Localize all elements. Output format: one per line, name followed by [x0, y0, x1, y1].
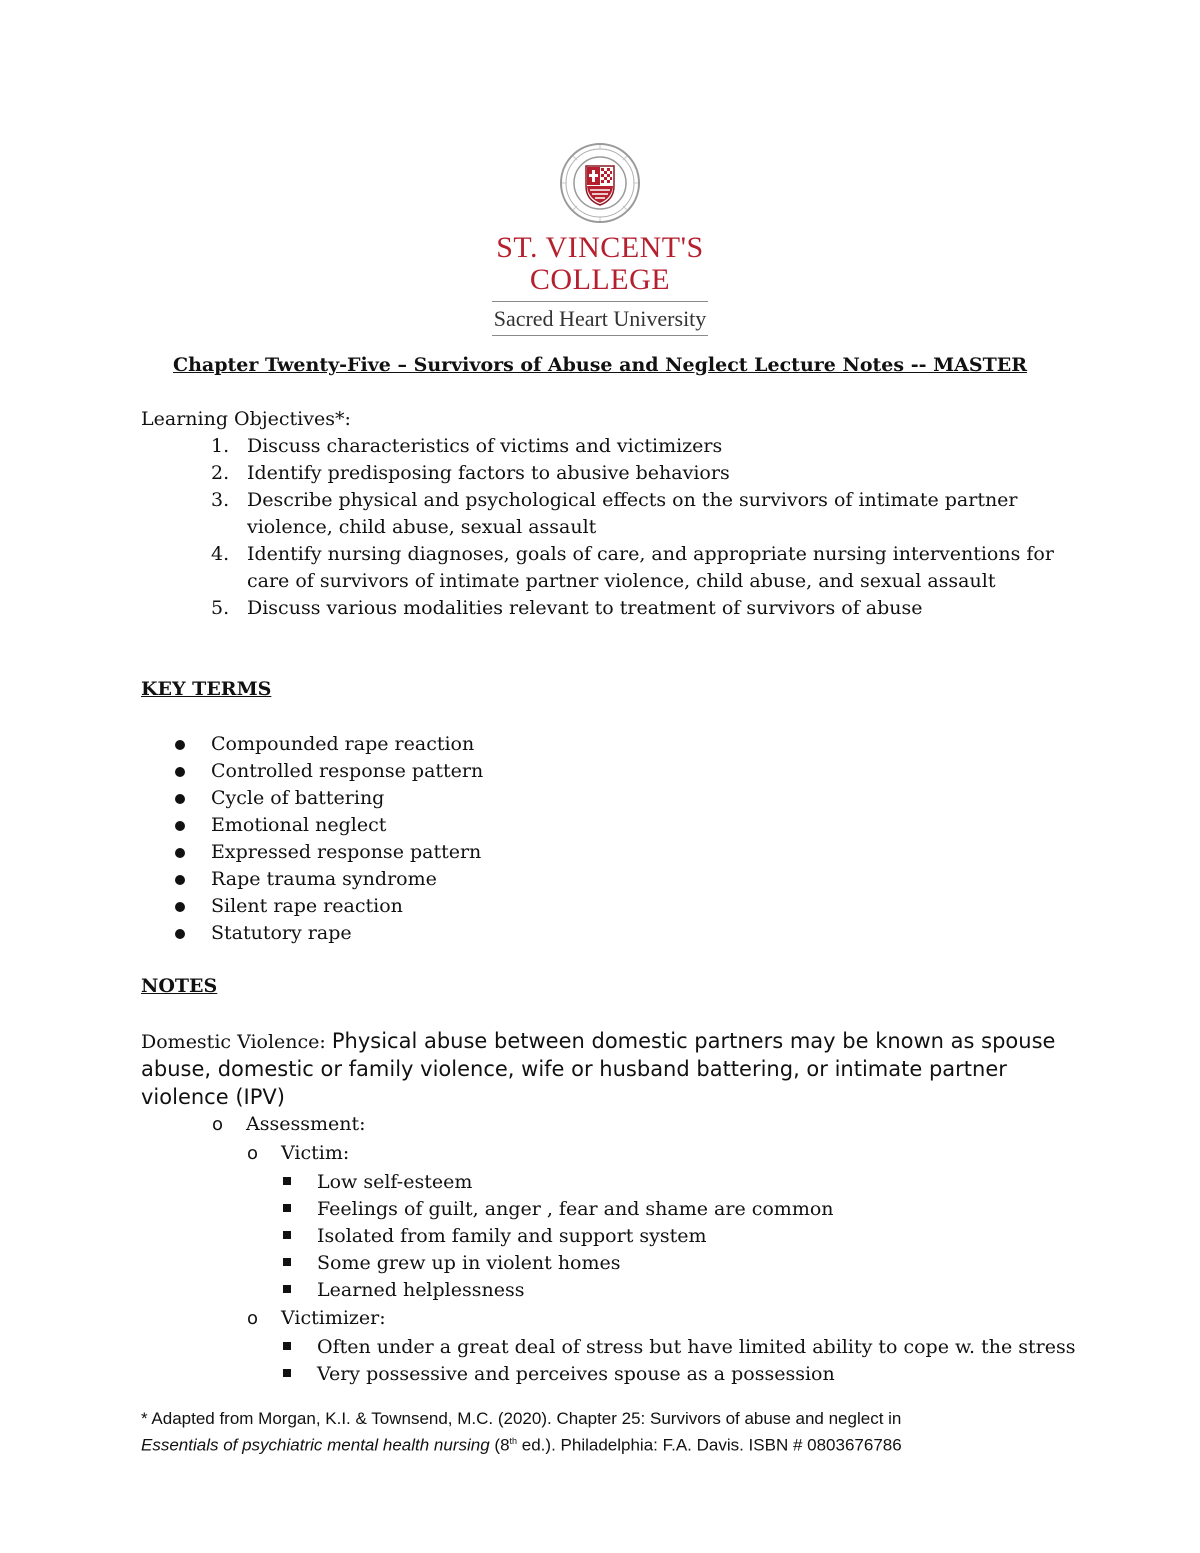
- domestic-violence-paragraph: [141, 1028, 1071, 1112]
- list-item: [283, 1334, 1075, 1361]
- hollow-bullet: o: [247, 1143, 259, 1164]
- item-number: 5.: [211, 597, 230, 619]
- item-text: Identify nursing diagnoses, goals of care, and appropriate nursing interventions for care of survivors of intimate partner violence, child abuse, and sexual assault: [247, 543, 1054, 592]
- learning-objectives-list: [141, 433, 1061, 622]
- square-bullet-icon: [283, 1177, 291, 1185]
- item-text: Describe physical and psychological effects on the survivors of intimate partner violence, child abuse, sexual assault: [247, 489, 1018, 538]
- item-text: Discuss characteristics of victims and victimizers: [247, 435, 723, 457]
- key-terms-list: [141, 731, 483, 947]
- key-terms-heading: KEY TERMS: [141, 678, 272, 700]
- learning-objectives-heading: Learning Objectives*:: [141, 408, 351, 430]
- list-item: Expressed response pattern: [141, 839, 483, 866]
- domestic-violence-definition: Physical abuse between domestic partners may be known as spouse abuse, domestic or family violence, wife or husband battering, or intimate partner violence (IPV): [141, 1029, 1056, 1109]
- list-item: Silent rape reaction: [141, 893, 483, 920]
- hollow-bullet: o: [247, 1308, 259, 1329]
- square-bullet-icon: [283, 1231, 291, 1239]
- list-item: Controlled response pattern: [141, 758, 483, 785]
- item-text: Often under a great deal of stress but have limited ability to cope w. the stress: [317, 1336, 1076, 1358]
- edition-open: (8: [489, 1435, 510, 1455]
- document-title: Chapter Twenty-Five – Survivors of Abuse and Neglect Lecture Notes -- MASTER: [173, 354, 1027, 376]
- list-item: [283, 1361, 835, 1388]
- logo-divider: [492, 301, 708, 302]
- item-text: Isolated from family and support system: [317, 1225, 707, 1247]
- victim-label: Victim:: [281, 1142, 350, 1164]
- item-text: Discuss various modalities relevant to treatment of survivors of abuse: [247, 597, 923, 619]
- edition-close: ed.).: [517, 1435, 556, 1455]
- logo-line-2: COLLEGE: [529, 263, 671, 296]
- list-item: Emotional neglect: [141, 812, 483, 839]
- item-number: 1.: [211, 435, 230, 457]
- item-text: Low self-esteem: [317, 1171, 473, 1193]
- list-item: Rape trauma syndrome: [141, 866, 483, 893]
- list-item: [141, 487, 1061, 541]
- book-title: Essentials of psychiatric mental health nursing: [141, 1435, 490, 1455]
- item-text: Identify predisposing factors to abusive behaviors: [247, 462, 730, 484]
- assessment-label: Assessment:: [246, 1113, 366, 1135]
- item-text: Learned helplessness: [317, 1279, 525, 1301]
- victimizer-item: [247, 1305, 386, 1332]
- footnote-line-1: * Adapted from Morgan, K.I. & Townsend, M.C. (2020). Chapter 25: Survivors of abuse and neglect in: [141, 1409, 902, 1428]
- list-item: Statutory rape: [141, 920, 483, 947]
- list-item: Compounded rape reaction: [141, 731, 483, 758]
- footnote: [141, 1408, 1081, 1457]
- logo-divider-bottom: [492, 335, 708, 336]
- item-number: 3.: [211, 489, 230, 511]
- college-logo: [488, 142, 712, 338]
- logo-line-3: Sacred Heart University: [493, 306, 707, 331]
- college-seal-icon: [559, 142, 641, 224]
- list-item: [283, 1277, 524, 1304]
- victimizer-label: Victimizer:: [281, 1307, 386, 1329]
- logo-line-1: ST. VINCENT'S: [496, 231, 704, 264]
- square-bullet-icon: [283, 1369, 291, 1377]
- assessment-item: [212, 1111, 366, 1138]
- list-item: [283, 1196, 834, 1223]
- list-item: [141, 433, 1061, 460]
- list-item: [141, 460, 1061, 487]
- notes-heading: NOTES: [141, 975, 218, 997]
- item-number: 4.: [211, 543, 230, 565]
- square-bullet-icon: [283, 1204, 291, 1212]
- item-text: Some grew up in violent homes: [317, 1252, 621, 1274]
- domestic-violence-label: Domestic Violence:: [141, 1031, 332, 1053]
- item-number: 2.: [211, 462, 230, 484]
- square-bullet-icon: [283, 1342, 291, 1350]
- publisher-info: Philadelphia: F.A. Davis. ISBN # 0803676786: [555, 1435, 902, 1455]
- item-text: Feelings of guilt, anger , fear and shame are common: [317, 1198, 834, 1220]
- list-item: [283, 1169, 472, 1196]
- list-item: [141, 541, 1061, 595]
- list-item: [283, 1223, 707, 1250]
- list-item: [141, 595, 1061, 622]
- victim-item: [247, 1140, 349, 1167]
- square-bullet-icon: [283, 1258, 291, 1266]
- item-text: Very possessive and perceives spouse as a possession: [317, 1363, 835, 1385]
- list-item: Cycle of battering: [141, 785, 483, 812]
- edition-superscript: th: [509, 1436, 518, 1446]
- list-item: [283, 1250, 621, 1277]
- square-bullet-icon: [283, 1285, 291, 1293]
- footnote-line-2: [141, 1430, 1081, 1457]
- hollow-bullet: o: [212, 1114, 224, 1135]
